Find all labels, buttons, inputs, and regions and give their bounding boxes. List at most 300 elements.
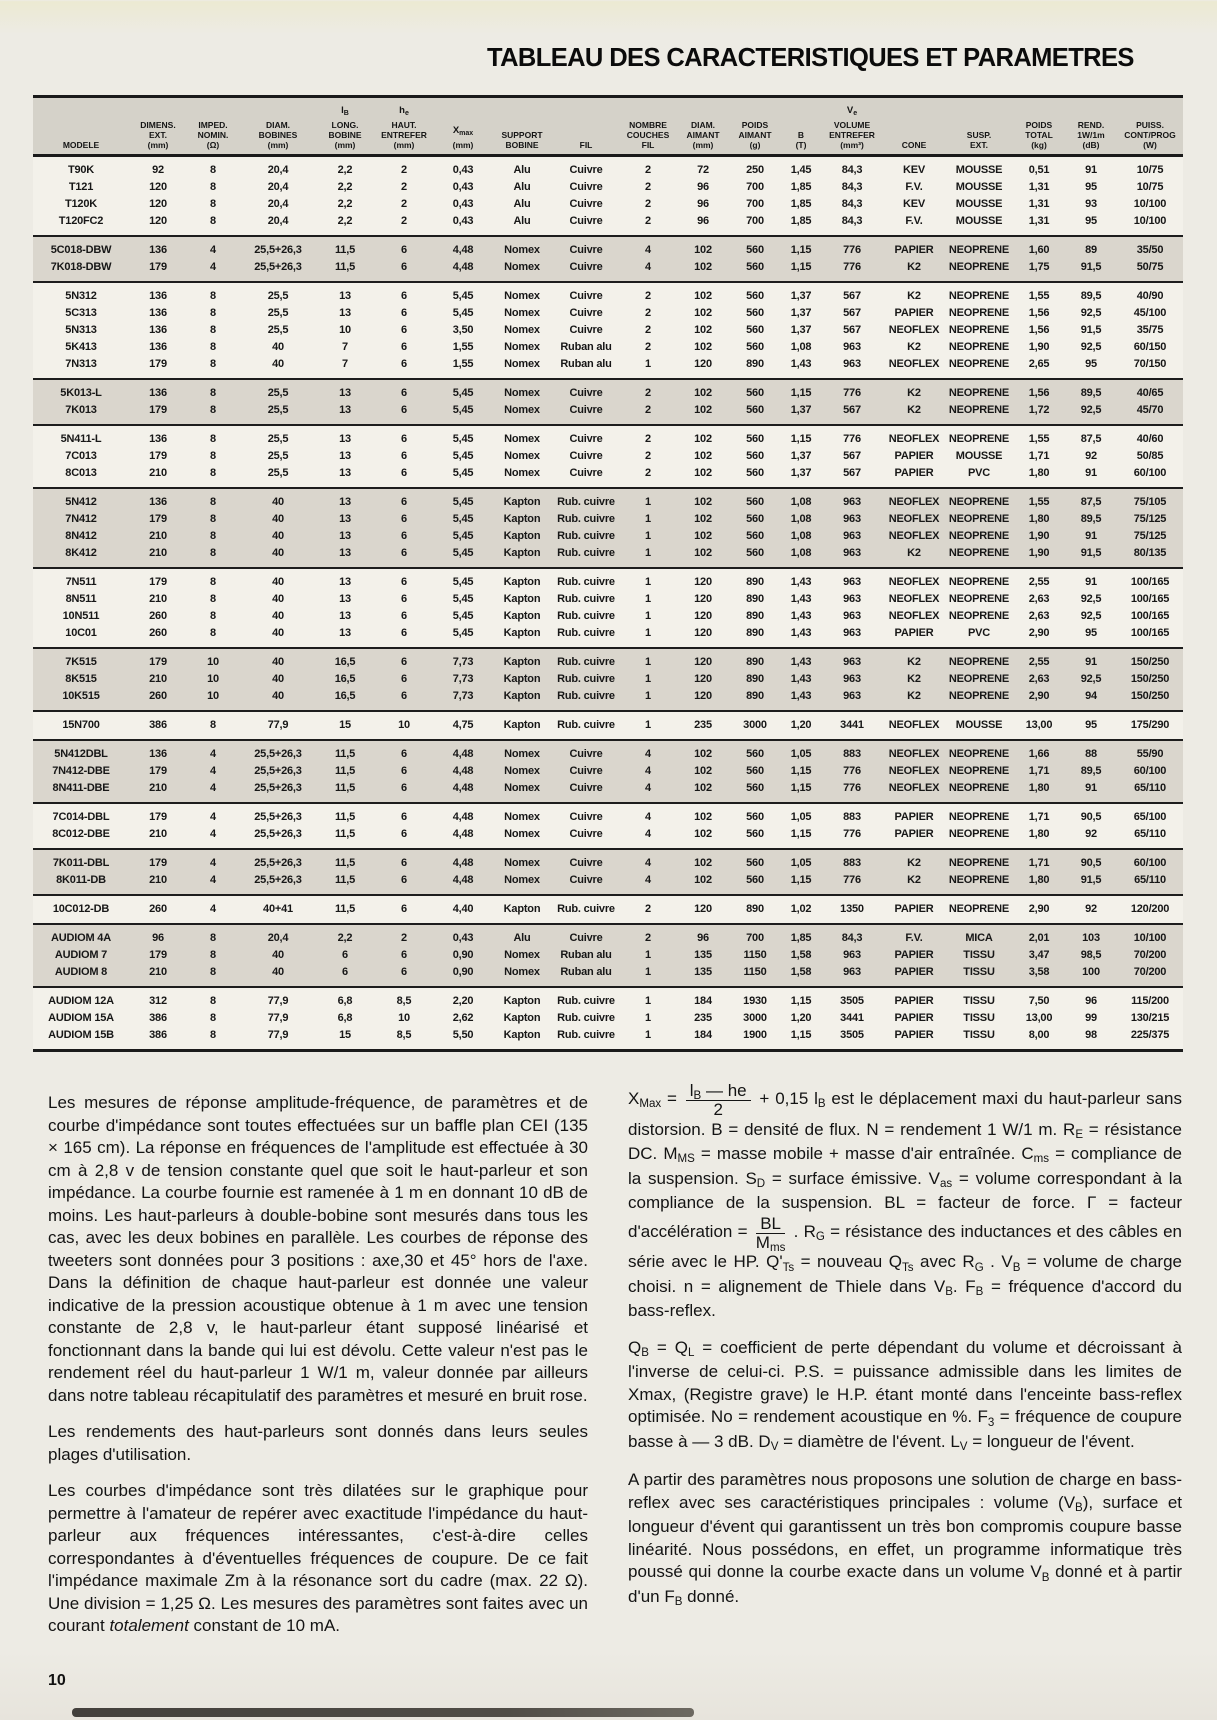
- table-cell: Cuivre: [569, 198, 603, 210]
- table-cell: 179: [149, 261, 167, 273]
- table-cell: 40/90: [1136, 290, 1164, 302]
- table-cell: Rub. cuivre: [557, 1012, 615, 1024]
- table-cell: 4,48: [452, 811, 474, 823]
- table-cell: NEOFLEX: [888, 358, 940, 370]
- table-cell: 210: [149, 874, 167, 886]
- table-cell: PAPIER: [894, 811, 934, 823]
- table-cell: K2: [907, 690, 921, 702]
- table-row: [33, 236, 1183, 259]
- table-cell: 1,55: [452, 358, 474, 370]
- table-cell: 4: [645, 782, 651, 794]
- table-cell: 1: [645, 610, 651, 622]
- table-cell: NEOPRENE: [948, 593, 1010, 605]
- table-cell: 120: [694, 690, 712, 702]
- model-cell: 5N411-L: [60, 433, 102, 445]
- table-cell: 45/70: [1136, 404, 1164, 416]
- table-cell: 1: [645, 995, 651, 1007]
- table-cell: 8: [210, 467, 216, 479]
- table-group: [33, 236, 1183, 282]
- table-cell: PAPIER: [894, 450, 934, 462]
- table-row: [33, 711, 1183, 740]
- table-cell: 4,48: [452, 828, 474, 840]
- table-cell: 1: [645, 719, 651, 731]
- model-cell: 7K013: [65, 404, 97, 416]
- table-cell: 102: [694, 324, 712, 336]
- table-cell: 1,71: [1028, 857, 1050, 869]
- model-cell: AUDIOM 4A: [51, 932, 111, 944]
- table-cell: 11,5: [334, 244, 355, 256]
- table-cell: Rub. cuivre: [557, 1029, 615, 1041]
- table-cell: NEOFLEX: [888, 610, 940, 622]
- table-cell: 386: [149, 1029, 167, 1041]
- table-cell: 1,90: [1028, 530, 1050, 542]
- table-cell: 13: [339, 627, 351, 639]
- column-header: $l_B$ LONG. BOBINE (mm): [317, 97, 373, 156]
- table-cell: Kapton: [503, 576, 541, 588]
- table-cell: 8: [210, 450, 216, 462]
- table-cell: 13: [339, 496, 351, 508]
- table-cell: 1150: [743, 949, 767, 961]
- model-cell: 10N511: [62, 610, 100, 622]
- table-cell: 90,5: [1080, 811, 1102, 823]
- table-cell: Kapton: [503, 690, 541, 702]
- table-cell: 567: [843, 404, 861, 416]
- table-cell: 120: [149, 181, 167, 193]
- table-cell: 77,9: [267, 719, 289, 731]
- table-row: [33, 872, 1183, 895]
- model-cell: 5C313: [65, 307, 97, 319]
- table-cell: 75/105: [1133, 496, 1167, 508]
- table-cell: 25,5+26,3: [254, 857, 302, 869]
- table-cell: 13: [339, 610, 351, 622]
- table-cell: 70/200: [1133, 966, 1167, 978]
- table-cell: 890: [746, 690, 764, 702]
- table-cell: 25,5: [267, 404, 289, 416]
- table-cell: 6: [401, 811, 407, 823]
- table-row: [33, 322, 1183, 339]
- table-cell: 13,00: [1025, 1012, 1053, 1024]
- table-cell: NEOPRENE: [948, 576, 1010, 588]
- table-cell: PAPIER: [894, 244, 934, 256]
- table-cell: 5,45: [452, 290, 474, 302]
- table-cell: 4: [210, 903, 216, 915]
- model-cell: 8N511: [65, 593, 97, 605]
- table-row: [33, 196, 1183, 213]
- table-cell: 179: [149, 450, 167, 462]
- table-cell: 10: [398, 719, 410, 731]
- table-cell: 2,2: [337, 164, 353, 176]
- table-cell: PVC: [967, 467, 991, 479]
- table-cell: K2: [907, 341, 921, 353]
- table-cell: MOUSSE: [955, 164, 1003, 176]
- table-cell: 102: [694, 530, 712, 542]
- table-cell: 72: [697, 164, 709, 176]
- table-cell: F.V.: [905, 215, 923, 227]
- table-cell: 776: [843, 765, 861, 777]
- table-cell: 40/60: [1136, 433, 1164, 445]
- table-group: [33, 849, 1183, 895]
- table-cell: 2: [645, 404, 651, 416]
- column-header: CONE: [883, 97, 945, 156]
- table-cell: 40: [272, 358, 284, 370]
- table-cell: 95: [1085, 358, 1097, 370]
- table-cell: 102: [694, 387, 712, 399]
- model-cell: AUDIOM 15B: [48, 1029, 114, 1041]
- table-cell: 11,5: [334, 828, 355, 840]
- table-cell: 2: [645, 467, 651, 479]
- table-row: [33, 179, 1183, 196]
- table-cell: 13: [339, 307, 351, 319]
- table-cell: Nomex: [504, 782, 540, 794]
- table-cell: 8: [210, 496, 216, 508]
- table-cell: 4: [210, 811, 216, 823]
- table-cell: 3000: [743, 719, 767, 731]
- table-cell: 65/110: [1134, 782, 1166, 794]
- table-cell: 102: [694, 828, 712, 840]
- table-cell: 1: [645, 656, 651, 668]
- table-group: [33, 987, 1183, 1051]
- table-cell: 1,71: [1028, 450, 1050, 462]
- column-header: IMPED. NOMIN. (Ω): [187, 97, 239, 156]
- table-cell: Rub. cuivre: [557, 995, 615, 1007]
- table-cell: Kapton: [503, 627, 541, 639]
- table-cell: 120: [694, 593, 712, 605]
- table-cell: Alu: [513, 181, 531, 193]
- table-cell: 560: [746, 811, 764, 823]
- model-cell: 8K515: [65, 673, 97, 685]
- table-cell: 136: [149, 244, 167, 256]
- table-cell: 25,5+26,3: [254, 748, 302, 760]
- table-cell: Cuivre: [569, 387, 603, 399]
- table-cell: 1900: [743, 1029, 767, 1041]
- table-row: [33, 826, 1183, 849]
- table-cell: 0,90: [452, 966, 474, 978]
- table-cell: NEOPRENE: [948, 874, 1010, 886]
- table-cell: 386: [149, 719, 167, 731]
- table-cell: 1,43: [790, 358, 812, 370]
- table-cell: 210: [149, 467, 167, 479]
- table-cell: 963: [843, 593, 861, 605]
- table-cell: 260: [149, 903, 167, 915]
- table-cell: 1,43: [790, 610, 812, 622]
- table-cell: 1,66: [1028, 748, 1050, 760]
- table-cell: 103: [1082, 932, 1100, 944]
- table-cell: 40+41: [263, 903, 293, 915]
- table-cell: MOUSSE: [955, 198, 1003, 210]
- table-cell: 2,90: [1028, 627, 1050, 639]
- table-cell: 25,5+26,3: [254, 874, 302, 886]
- model-cell: 5K013-L: [60, 387, 102, 399]
- table-cell: 1: [645, 966, 651, 978]
- table-cell: Nomex: [504, 765, 540, 777]
- table-cell: 2,63: [1028, 673, 1050, 685]
- table-cell: 2: [645, 290, 651, 302]
- table-cell: 567: [843, 467, 861, 479]
- table-cell: 6: [401, 387, 407, 399]
- table-cell: 13: [339, 576, 351, 588]
- table-cell: 6: [401, 450, 407, 462]
- table-cell: 40: [272, 627, 284, 639]
- table-cell: 2: [645, 181, 651, 193]
- table-cell: 2,01: [1028, 932, 1050, 944]
- table-cell: NEOPRENE: [948, 828, 1010, 840]
- table-cell: 3,50: [452, 324, 474, 336]
- table-cell: 8: [210, 995, 216, 1007]
- table-cell: 11,5: [334, 857, 355, 869]
- table-cell: 102: [694, 261, 712, 273]
- table-cell: 2,55: [1028, 656, 1050, 668]
- table-cell: 102: [694, 811, 712, 823]
- table-cell: 20,4: [267, 215, 289, 227]
- table-cell: 60/100: [1133, 765, 1167, 777]
- paragraph-xmax-definitions: XMax = $\frac{lB — he}{2}$ + 0,15 lB est le déplacement maxi du haut-parleur sans distorsion. B = densité de flux. N = rendement 1 W/1 m. RE = résistance DC. MMS = masse mobile + masse d'air entraînée. Cms = compliance de la suspension. SD = surface émissive. Vas = volume correspondant à la compliance de la suspension. BL = facteur de force. Γ = facteur d'accélération = $\frac{BL}{\text{Mms}}$ . RG = résistance des inductances et des câbles en série avec le HP. Q'Ts = nouveau QTs avec RG . VB = volume de charge choisi. n = alignement de Thiele dans VB. FB = fréquence d'accord du bass-reflex.: [628, 1081, 1183, 1321]
- table-cell: 5,45: [452, 467, 474, 479]
- table-cell: 1,43: [790, 656, 812, 668]
- table-cell: 890: [746, 656, 764, 668]
- table-cell: 883: [843, 857, 861, 869]
- table-cell: 2,63: [1028, 610, 1050, 622]
- table-cell: 102: [694, 513, 712, 525]
- table-cell: Nomex: [504, 811, 540, 823]
- table-cell: 92: [1085, 450, 1097, 462]
- table-cell: 776: [843, 782, 861, 794]
- table-cell: 40: [272, 610, 284, 622]
- table-cell: 2: [401, 215, 407, 227]
- table-cell: 6: [401, 748, 407, 760]
- table-cell: 5,45: [452, 433, 474, 445]
- model-cell: 10C01: [65, 627, 97, 639]
- table-cell: 0,51: [1028, 164, 1050, 176]
- table-cell: 1,85: [790, 215, 812, 227]
- table-cell: 84,3: [841, 215, 863, 227]
- table-cell: 8: [210, 932, 216, 944]
- table-cell: 4: [210, 782, 216, 794]
- table-cell: 100/165: [1130, 576, 1170, 588]
- table-cell: 225/375: [1130, 1029, 1170, 1041]
- table-row: [33, 511, 1183, 528]
- table-cell: K2: [907, 387, 921, 399]
- table-cell: 102: [694, 307, 712, 319]
- table-cell: 50/85: [1136, 450, 1164, 462]
- table-cell: 96: [697, 198, 709, 210]
- table-cell: 1350: [840, 903, 864, 915]
- table-cell: 96: [1085, 995, 1097, 1007]
- table-cell: Nomex: [504, 874, 540, 886]
- table-cell: 963: [843, 949, 861, 961]
- table-cell: 260: [149, 690, 167, 702]
- table-row: [33, 465, 1183, 488]
- table-cell: 963: [843, 656, 861, 668]
- table-cell: Cuivre: [569, 857, 603, 869]
- table-cell: 1: [645, 547, 651, 559]
- table-cell: 1,08: [790, 547, 812, 559]
- table-group: [33, 425, 1183, 488]
- table-row: [33, 924, 1183, 947]
- table-cell: 6: [401, 244, 407, 256]
- table-cell: 1150: [743, 966, 767, 978]
- table-cell: 120: [694, 673, 712, 685]
- table-cell: Kapton: [503, 610, 541, 622]
- table-cell: 8,5: [396, 995, 412, 1007]
- table-cell: 776: [843, 244, 861, 256]
- table-cell: 1,56: [1028, 324, 1050, 336]
- table-cell: 8: [210, 530, 216, 542]
- table-cell: 6: [401, 513, 407, 525]
- table-cell: 8: [210, 307, 216, 319]
- table-cell: 136: [149, 290, 167, 302]
- table-cell: NEOPRENE: [948, 433, 1010, 445]
- model-cell: 15N700: [62, 719, 100, 731]
- model-cell: 5N412DBL: [54, 748, 108, 760]
- table-cell: 25,5+26,3: [254, 828, 302, 840]
- table-cell: Kapton: [503, 719, 541, 731]
- table-cell: 1,15: [790, 995, 812, 1007]
- column-header: REND. 1W/1m (dB): [1065, 97, 1117, 156]
- table-cell: 1,43: [790, 690, 812, 702]
- table-cell: 91: [1085, 530, 1097, 542]
- table-cell: 2: [645, 932, 651, 944]
- table-cell: 4: [645, 765, 651, 777]
- table-cell: 1,15: [790, 1029, 812, 1041]
- table-cell: 963: [843, 627, 861, 639]
- table-cell: Rub. cuivre: [557, 576, 615, 588]
- table-cell: PAPIER: [894, 467, 934, 479]
- table-cell: 560: [746, 307, 764, 319]
- table-cell: 0,90: [452, 949, 474, 961]
- table-cell: 560: [746, 261, 764, 273]
- table-cell: NEOFLEX: [888, 530, 940, 542]
- table-cell: 8,00: [1028, 1029, 1050, 1041]
- table-cell: 8: [210, 576, 216, 588]
- table-cell: 210: [149, 828, 167, 840]
- table-cell: PAPIER: [894, 307, 934, 319]
- table-cell: 60/100: [1133, 857, 1167, 869]
- table-cell: Rub. cuivre: [557, 656, 615, 668]
- table-cell: PAPIER: [894, 1029, 934, 1041]
- table-cell: 1,43: [790, 593, 812, 605]
- table-cell: KEV: [902, 198, 926, 210]
- table-cell: 87,5: [1080, 433, 1102, 445]
- table-cell: 1,72: [1028, 404, 1050, 416]
- table-cell: 700: [746, 215, 764, 227]
- table-cell: Nomex: [504, 261, 540, 273]
- table-cell: 13: [339, 450, 351, 462]
- table-cell: 91,5: [1080, 547, 1102, 559]
- table-cell: 136: [149, 433, 167, 445]
- model-cell: T121: [68, 181, 94, 193]
- table-cell: 700: [746, 932, 764, 944]
- table-cell: 95: [1085, 627, 1097, 639]
- model-cell: 7N412-DBE: [52, 765, 110, 777]
- table-cell: Cuivre: [569, 307, 603, 319]
- table-cell: 120/200: [1130, 903, 1170, 915]
- table-row: [33, 568, 1183, 591]
- table-cell: 1,37: [790, 404, 812, 416]
- table-cell: 6: [401, 828, 407, 840]
- table-cell: KEV: [902, 164, 926, 176]
- table-row: [33, 671, 1183, 688]
- table-cell: Kapton: [503, 673, 541, 685]
- table-cell: 963: [843, 496, 861, 508]
- table-cell: 91: [1085, 467, 1097, 479]
- table-header: [33, 97, 1183, 156]
- table-cell: 13: [339, 530, 351, 542]
- table-cell: 16,5: [334, 673, 356, 685]
- table-cell: K2: [907, 673, 921, 685]
- table-cell: 136: [149, 496, 167, 508]
- page-number: 10: [48, 1672, 66, 1689]
- table-cell: 10/75: [1136, 164, 1164, 176]
- table-cell: F.V.: [905, 181, 923, 193]
- table-cell: 10: [339, 324, 351, 336]
- table-cell: 963: [843, 530, 861, 542]
- table-cell: 77,9: [267, 995, 289, 1007]
- model-cell: 7C014-DBL: [52, 811, 110, 823]
- table-cell: 25,5: [267, 467, 289, 479]
- table-cell: 8: [210, 433, 216, 445]
- model-cell: AUDIOM 7: [54, 949, 108, 961]
- table-cell: 15: [339, 1029, 351, 1041]
- table-cell: 883: [843, 748, 861, 760]
- table-cell: 10/75: [1136, 181, 1164, 193]
- table-cell: 96: [697, 932, 709, 944]
- table-cell: 2: [645, 433, 651, 445]
- table-cell: Rub. cuivre: [557, 627, 615, 639]
- table-cell: 6: [401, 530, 407, 542]
- table-cell: 102: [694, 433, 712, 445]
- table-cell: 1: [645, 690, 651, 702]
- table-cell: 25,5+26,3: [254, 765, 302, 777]
- table-cell: 179: [149, 656, 167, 668]
- table-cell: 1,37: [790, 290, 812, 302]
- table-cell: Cuivre: [569, 450, 603, 462]
- table-cell: 100/165: [1130, 610, 1170, 622]
- table-cell: 1,75: [1028, 261, 1050, 273]
- table-cell: PAPIER: [894, 828, 934, 840]
- table-cell: 8: [210, 627, 216, 639]
- table-cell: 1,80: [1028, 513, 1050, 525]
- table-cell: K2: [907, 290, 921, 302]
- table-cell: 963: [843, 576, 861, 588]
- column-header: FIL: [553, 97, 619, 156]
- header-row: [33, 97, 1183, 156]
- table-cell: 2: [401, 198, 407, 210]
- table-cell: NEOPRENE: [948, 358, 1010, 370]
- table-cell: 84,3: [841, 181, 863, 193]
- table-cell: Cuivre: [569, 181, 603, 193]
- table-cell: 102: [694, 857, 712, 869]
- table-cell: 102: [694, 874, 712, 886]
- table-cell: 92,5: [1080, 341, 1102, 353]
- table-cell: 55/90: [1136, 748, 1164, 760]
- table-cell: 2: [645, 198, 651, 210]
- table-cell: 120: [694, 627, 712, 639]
- table-cell: 1,20: [790, 719, 812, 731]
- table-cell: 25,5+26,3: [254, 244, 302, 256]
- model-cell: 7K515: [65, 656, 97, 668]
- table-cell: 40: [272, 576, 284, 588]
- table-cell: Rub. cuivre: [557, 690, 615, 702]
- table-cell: 4: [645, 748, 651, 760]
- table-cell: Cuivre: [569, 811, 603, 823]
- table-cell: 80/135: [1133, 547, 1167, 559]
- table-row: [33, 402, 1183, 425]
- table-cell: Cuivre: [569, 433, 603, 445]
- table-cell: 1,55: [1028, 496, 1050, 508]
- table-row: [33, 987, 1183, 1010]
- table-cell: 4: [210, 857, 216, 869]
- column-header: POIDS AIMANT (g): [729, 97, 781, 156]
